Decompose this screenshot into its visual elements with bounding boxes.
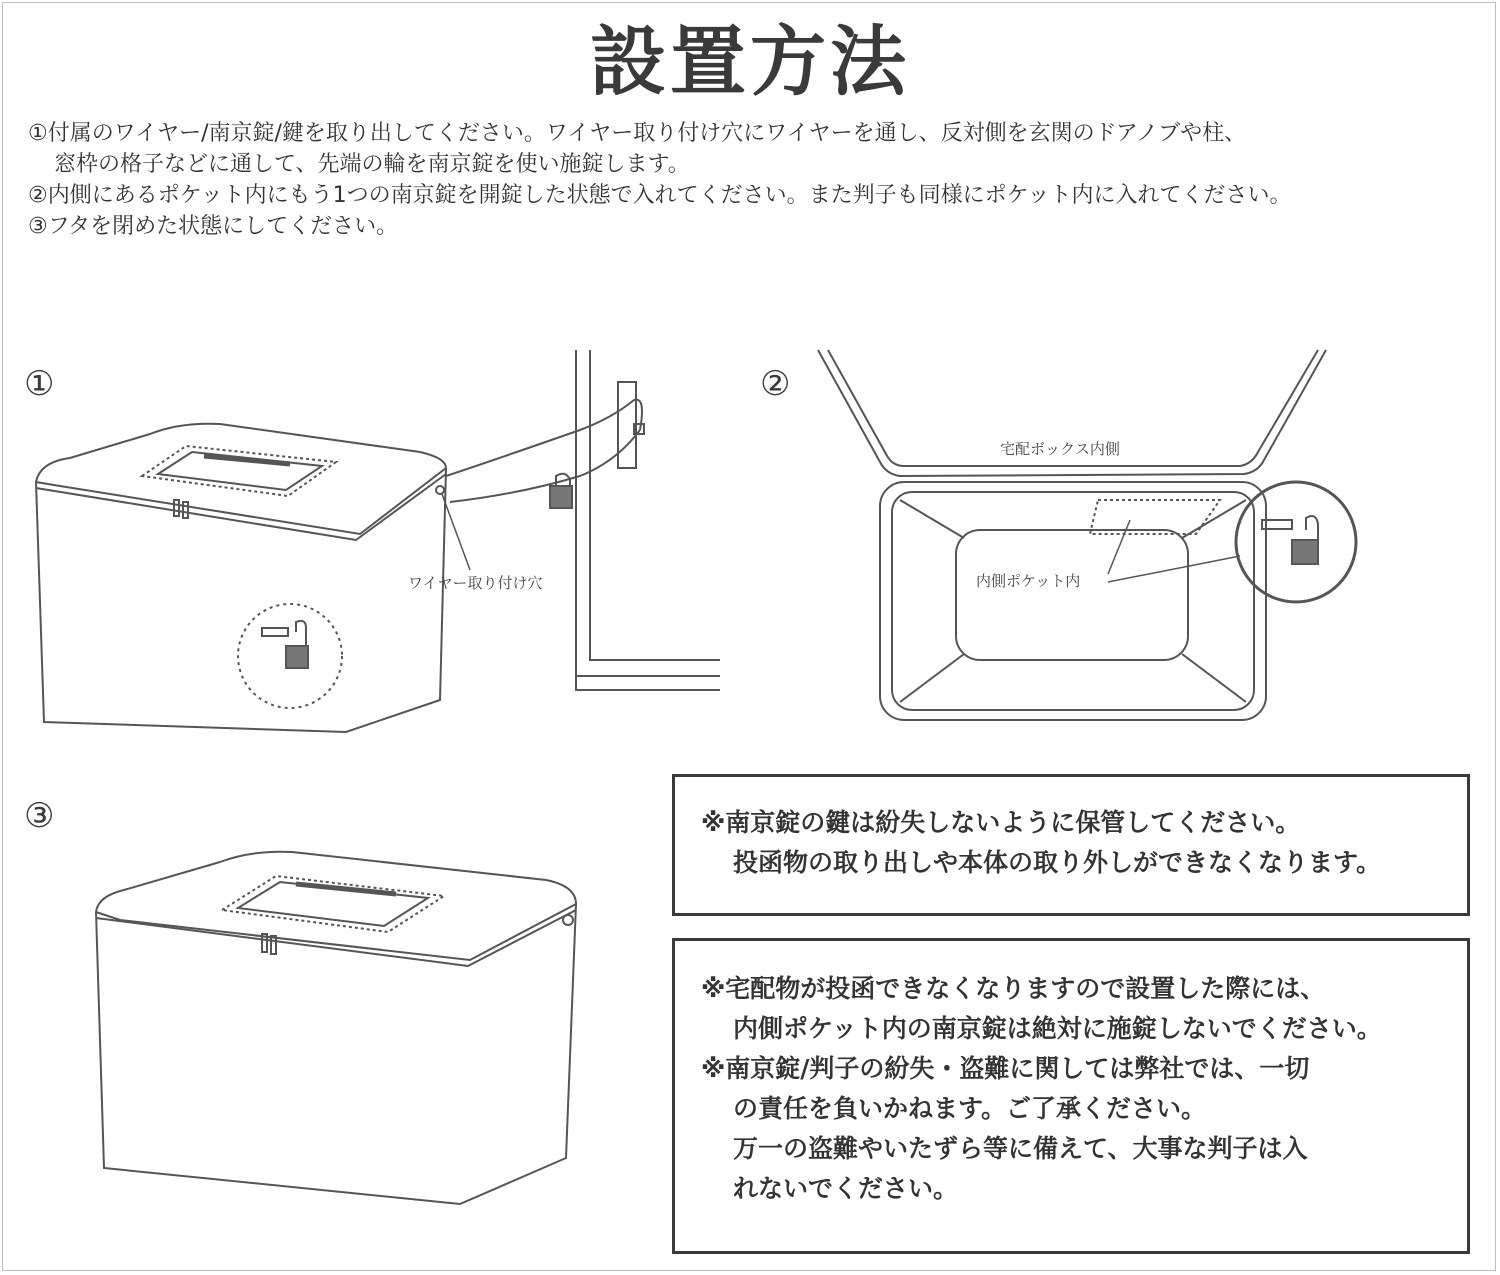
step-2-number: ② xyxy=(760,364,791,404)
note-2-line-2: 内側ポケット内の南京錠は絶対に施錠しないでください。 xyxy=(733,1014,1382,1043)
note-1-line-1: ※南京錠の鍵は紛失しないように保管してください。 xyxy=(701,808,1301,837)
step-1-number: ① xyxy=(24,364,55,404)
instruction-line-1: ①付属のワイヤー/南京錠/鍵を取り出してください。ワイヤー取り付け穴にワイヤーを通し、反対側を玄関のドアノブや柱、 xyxy=(28,121,1247,146)
note-2-line-4: の責任を負いかねます。ご了承ください。 xyxy=(733,1094,1207,1123)
page-title: 設置方法 xyxy=(590,17,910,106)
instruction-line-4: ③フタを閉めた状態にしてください。 xyxy=(28,214,399,239)
note-2-line-1: ※宅配物が投函できなくなりますので設置した際には、 xyxy=(701,974,1326,1003)
box-inside-label: 宅配ボックス内側 xyxy=(1000,440,1120,458)
inner-pocket-label: 内側ポケット内 xyxy=(976,572,1081,590)
instruction-line-2: 窓枠の格子などに通して、先端の輪を南京錠を使い施錠します。 xyxy=(54,152,690,177)
note-2-line-6: れないでください。 xyxy=(733,1174,959,1203)
note-2-line-3: ※南京錠/判子の紛失・盗難に関しては弊社では、一切 xyxy=(701,1054,1310,1083)
step-3-number: ③ xyxy=(24,796,55,836)
instruction-line-3: ②内側にあるポケット内にもう1つの南京錠を開錠した状態で入れてください。また判子も同様にポケット内に入れてください。 xyxy=(28,183,1292,208)
wire-hole-label: ワイヤー取り付け穴 xyxy=(408,574,543,592)
note-1-line-2: 投函物の取り出しや本体の取り外しができなくなります。 xyxy=(733,848,1382,877)
note-box-2 xyxy=(672,938,1470,1254)
note-2-line-5: 万一の盗難やいたずら等に備えて、大事な判子は入 xyxy=(733,1134,1308,1163)
note-box-1 xyxy=(672,774,1470,916)
